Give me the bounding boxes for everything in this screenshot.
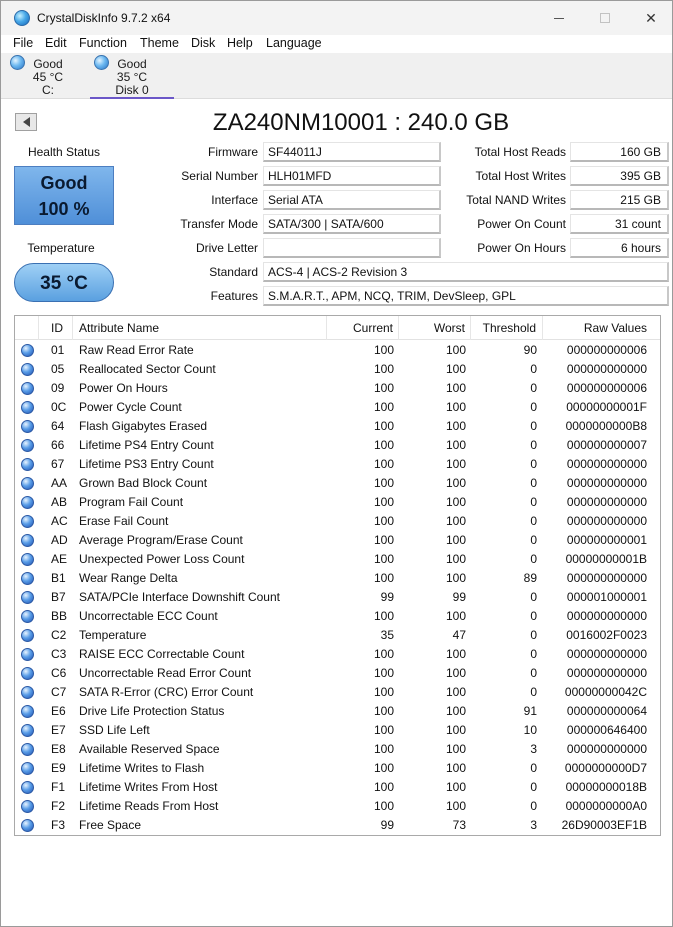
raw-value: 000000000000 — [566, 476, 647, 490]
raw-value: 000000000006 — [566, 343, 647, 357]
smart-attribute-table[interactable] — [14, 315, 661, 836]
table-header — [15, 316, 660, 340]
status-good-icon — [21, 686, 34, 699]
worst-value: 100 — [445, 799, 466, 813]
threshold-value: 0 — [530, 647, 537, 661]
status-good-icon — [21, 344, 34, 357]
current-value: 100 — [373, 723, 394, 737]
worst-value: 100 — [445, 381, 466, 395]
header-status-column[interactable] — [15, 316, 39, 340]
threshold-value: 0 — [530, 400, 537, 414]
raw-value: 0016002F0023 — [566, 628, 647, 642]
temperature-value: 35 °C — [40, 273, 88, 294]
menu-language[interactable]: Language — [266, 36, 322, 50]
attribute-name: Wear Range Delta — [79, 571, 178, 585]
raw-value: 000000000000 — [566, 495, 647, 509]
current-value: 100 — [373, 381, 394, 395]
attribute-name: SATA/PCIe Interface Downshift Count — [79, 590, 280, 604]
attribute-id: E8 — [51, 742, 66, 756]
maximize-button[interactable] — [582, 1, 628, 35]
attribute-id: 09 — [51, 381, 65, 395]
raw-value: 00000000018B — [565, 780, 647, 794]
attribute-id: C6 — [51, 666, 67, 680]
total-host-reads-field: 160 GB — [570, 142, 669, 162]
threshold-value: 0 — [530, 761, 537, 775]
threshold-value: 90 — [523, 343, 537, 357]
status-good-icon — [94, 55, 109, 70]
status-good-icon — [21, 610, 34, 623]
worst-value: 100 — [445, 780, 466, 794]
threshold-value: 0 — [530, 533, 537, 547]
current-value: 100 — [373, 343, 394, 357]
attribute-name: Lifetime Reads From Host — [79, 799, 219, 813]
status-good-icon — [21, 800, 34, 813]
current-value: 100 — [373, 552, 394, 566]
health-status-box[interactable] — [14, 166, 114, 225]
attribute-id: AD — [51, 533, 68, 547]
table-row[interactable] — [15, 626, 660, 645]
current-value: 100 — [373, 400, 394, 414]
threshold-value: 10 — [523, 723, 537, 737]
menu-help[interactable]: Help — [227, 36, 253, 50]
attribute-name: Lifetime PS4 Entry Count — [79, 438, 214, 452]
table-row[interactable] — [15, 645, 660, 664]
attribute-id: E6 — [51, 704, 66, 718]
attribute-id: AA — [51, 476, 68, 490]
worst-value: 73 — [452, 818, 466, 832]
current-value: 100 — [373, 438, 394, 452]
table-row[interactable] — [15, 797, 660, 816]
current-value: 100 — [373, 666, 394, 680]
raw-value: 000000646400 — [566, 723, 647, 737]
current-value: 100 — [373, 685, 394, 699]
attribute-name: Lifetime Writes to Flash — [79, 761, 205, 775]
threshold-value: 0 — [530, 780, 537, 794]
attribute-id: C7 — [51, 685, 67, 699]
worst-value: 100 — [445, 761, 466, 775]
window-title: CrystalDiskInfo 9.7.2 x64 — [37, 11, 171, 25]
worst-value: 100 — [445, 438, 466, 452]
status-good-icon — [21, 553, 34, 566]
header-raw-values[interactable]: Raw Values — [583, 321, 647, 335]
attribute-id: 01 — [51, 343, 65, 357]
attribute-name: Program Fail Count — [79, 495, 184, 509]
worst-value: 100 — [445, 571, 466, 585]
header-worst[interactable]: Worst — [399, 316, 471, 340]
power-on-count-label: Power On Count — [477, 217, 566, 231]
table-row[interactable] — [15, 740, 660, 759]
status-good-icon — [21, 762, 34, 775]
attribute-name: Free Space — [79, 818, 142, 832]
table-row[interactable] — [15, 341, 660, 360]
attribute-id: C3 — [51, 647, 67, 661]
worst-value: 47 — [452, 628, 466, 642]
close-icon: ✕ — [645, 9, 657, 26]
disk-tab-temp: 35 °C — [116, 70, 148, 84]
attribute-name: Lifetime PS3 Entry Count — [79, 457, 214, 471]
table-row[interactable] — [15, 436, 660, 455]
raw-value: 000000000000 — [566, 742, 647, 756]
status-good-icon — [21, 629, 34, 642]
attribute-id: F1 — [51, 780, 66, 794]
health-percent-text: 100 % — [38, 199, 90, 219]
current-value: 100 — [373, 761, 394, 775]
maximize-icon — [600, 13, 610, 23]
status-good-icon — [10, 55, 25, 70]
total-host-writes-label: Total Host Writes — [475, 169, 566, 183]
title-bar — [1, 1, 672, 35]
status-good-icon — [21, 458, 34, 471]
header-attribute-name[interactable]: Attribute Name — [73, 316, 327, 340]
threshold-value: 0 — [530, 457, 537, 471]
attribute-name: Reallocated Sector Count — [79, 362, 216, 376]
raw-value: 00000000001B — [565, 552, 647, 566]
attribute-id: B7 — [51, 590, 66, 604]
current-value: 35 — [380, 628, 394, 642]
features-field: S.M.A.R.T., APM, NCQ, TRIM, DevSleep, GPL — [263, 286, 669, 306]
current-value: 100 — [373, 780, 394, 794]
table-row[interactable] — [15, 816, 660, 835]
raw-value: 000000000000 — [566, 457, 647, 471]
threshold-value: 0 — [530, 590, 537, 604]
table-row[interactable] — [15, 607, 660, 626]
worst-value: 100 — [445, 533, 466, 547]
raw-value: 000000000001 — [566, 533, 647, 547]
status-good-icon — [21, 819, 34, 832]
attribute-id: 66 — [51, 438, 65, 452]
threshold-value: 0 — [530, 419, 537, 433]
attribute-id: F2 — [51, 799, 66, 813]
threshold-value: 3 — [530, 818, 537, 832]
total-host-writes-field: 395 GB — [570, 166, 669, 186]
attribute-id: F3 — [51, 818, 66, 832]
threshold-value: 3 — [530, 742, 537, 756]
raw-value: 0000000000B8 — [565, 419, 647, 433]
current-value: 99 — [380, 590, 394, 604]
transfer-mode-field: SATA/300 | SATA/600 — [263, 214, 441, 234]
attribute-name: Power Cycle Count — [79, 400, 182, 414]
disk-tab-disk0[interactable] — [90, 53, 174, 99]
serial-number-label: Serial Number — [181, 169, 258, 183]
disk-tab-temp: 45 °C — [32, 70, 64, 84]
disk-tab-c[interactable] — [6, 53, 90, 99]
raw-value: 00000000042C — [564, 685, 647, 699]
status-good-icon — [21, 420, 34, 433]
power-on-hours-label: Power On Hours — [477, 241, 566, 255]
disk-model-title: ZA240NM10001 : 240.0 GB — [212, 109, 510, 136]
attribute-name: Lifetime Writes From Host — [79, 780, 218, 794]
table-row[interactable] — [15, 379, 660, 398]
threshold-value: 0 — [530, 799, 537, 813]
worst-value: 100 — [445, 495, 466, 509]
attribute-name: SATA R-Error (CRC) Error Count — [79, 685, 254, 699]
status-good-icon — [21, 477, 34, 490]
attribute-id: E9 — [51, 761, 66, 775]
attribute-id: 05 — [51, 362, 65, 376]
table-row[interactable] — [15, 569, 660, 588]
raw-value: 000000000000 — [566, 609, 647, 623]
table-row[interactable] — [15, 759, 660, 778]
threshold-value: 89 — [523, 571, 537, 585]
table-row[interactable] — [15, 474, 660, 493]
worst-value: 100 — [445, 514, 466, 528]
worst-value: 100 — [445, 457, 466, 471]
worst-value: 100 — [445, 400, 466, 414]
attribute-id: AE — [51, 552, 68, 566]
raw-value: 000000000000 — [566, 647, 647, 661]
attribute-name: SSD Life Left — [79, 723, 150, 737]
disk-tab-status: Good — [33, 57, 63, 71]
worst-value: 100 — [445, 742, 466, 756]
attribute-id: 64 — [51, 419, 65, 433]
table-row[interactable] — [15, 417, 660, 436]
attribute-name: Erase Fail Count — [79, 514, 169, 528]
firmware-field: SF44011J — [263, 142, 441, 162]
attribute-id: AB — [51, 495, 68, 509]
worst-value: 100 — [445, 552, 466, 566]
health-status-label: Health Status — [27, 145, 101, 159]
interface-label: Interface — [211, 193, 258, 207]
worst-value: 100 — [445, 685, 466, 699]
raw-value: 000000000000 — [566, 571, 647, 585]
temperature-label: Temperature — [27, 241, 95, 255]
table-row[interactable] — [15, 588, 660, 607]
worst-value: 100 — [445, 609, 466, 623]
disk-tabs — [1, 53, 672, 99]
current-value: 100 — [373, 495, 394, 509]
app-disk-icon — [14, 10, 30, 26]
attribute-id: 67 — [51, 457, 65, 471]
menu-theme[interactable]: Theme — [140, 36, 179, 50]
current-value: 100 — [373, 476, 394, 490]
table-row[interactable] — [15, 512, 660, 531]
raw-value: 0000000000A0 — [565, 799, 647, 813]
attribute-name: Flash Gigabytes Erased — [79, 419, 208, 433]
attribute-name: Raw Read Error Rate — [79, 343, 194, 357]
transfer-mode-label: Transfer Mode — [180, 217, 258, 231]
current-value: 100 — [373, 533, 394, 547]
table-row[interactable] — [15, 721, 660, 740]
current-value: 100 — [373, 704, 394, 718]
raw-value: 000000000064 — [566, 704, 647, 718]
current-value: 100 — [373, 514, 394, 528]
attribute-name: Drive Life Protection Status — [79, 704, 225, 718]
attribute-id: BB — [51, 609, 68, 623]
table-row[interactable] — [15, 702, 660, 721]
power-on-count-field: 31 count — [570, 214, 669, 234]
table-row[interactable] — [15, 778, 660, 797]
threshold-value: 0 — [530, 514, 537, 528]
current-value: 100 — [373, 799, 394, 813]
close-button[interactable] — [628, 1, 673, 35]
table-row[interactable] — [15, 550, 660, 569]
disk-tab-name: Disk 0 — [115, 83, 149, 97]
worst-value: 100 — [445, 362, 466, 376]
status-good-icon — [21, 724, 34, 737]
table-row[interactable] — [15, 398, 660, 417]
attribute-name: Available Reserved Space — [79, 742, 220, 756]
threshold-value: 0 — [530, 552, 537, 566]
status-good-icon — [21, 667, 34, 680]
raw-value: 000000000006 — [566, 381, 647, 395]
drive-letter-field — [263, 238, 441, 258]
worst-value: 100 — [445, 476, 466, 490]
header-threshold[interactable]: Threshold — [471, 316, 543, 340]
current-value: 100 — [373, 609, 394, 623]
attribute-name: Temperature — [79, 628, 147, 642]
status-good-icon — [21, 439, 34, 452]
disk-tab-status: Good — [117, 57, 147, 71]
worst-value: 100 — [445, 343, 466, 357]
table-row[interactable] — [15, 360, 660, 379]
attribute-name: Uncorrectable Read Error Count — [79, 666, 252, 680]
temperature-box[interactable] — [14, 263, 114, 302]
status-good-icon — [21, 382, 34, 395]
status-good-icon — [21, 705, 34, 718]
total-nand-writes-field: 215 GB — [570, 190, 669, 210]
status-good-icon — [21, 572, 34, 585]
features-label: Features — [210, 289, 258, 303]
drive-letter-label: Drive Letter — [195, 241, 258, 255]
arrow-left-icon — [23, 117, 30, 127]
menu-disk[interactable]: Disk — [191, 36, 216, 50]
current-value: 100 — [373, 647, 394, 661]
status-good-icon — [21, 743, 34, 756]
attribute-name: Uncorrectable ECC Count — [79, 609, 218, 623]
threshold-value: 0 — [530, 495, 537, 509]
health-status-text: Good — [40, 173, 88, 193]
minimize-button[interactable] — [536, 1, 582, 35]
attribute-name: Unexpected Power Loss Count — [79, 552, 245, 566]
threshold-value: 91 — [523, 704, 537, 718]
minimize-icon — [554, 18, 564, 19]
threshold-value: 0 — [530, 362, 537, 376]
header-id[interactable]: ID — [39, 316, 73, 340]
threshold-value: 0 — [530, 609, 537, 623]
total-nand-writes-label: Total NAND Writes — [466, 193, 566, 207]
raw-value: 000000000000 — [566, 362, 647, 376]
raw-value: 000000000000 — [566, 666, 647, 680]
status-good-icon — [21, 591, 34, 604]
attribute-name: Grown Bad Block Count — [79, 476, 208, 490]
raw-value: 000000000007 — [566, 438, 647, 452]
threshold-value: 0 — [530, 685, 537, 699]
firmware-label: Firmware — [208, 145, 258, 159]
raw-value: 00000000001F — [566, 400, 647, 414]
status-good-icon — [21, 648, 34, 661]
worst-value: 100 — [445, 419, 466, 433]
header-current[interactable]: Current — [327, 316, 399, 340]
raw-value: 000000000000 — [566, 514, 647, 528]
attribute-name: Average Program/Erase Count — [79, 533, 243, 547]
raw-value: 0000000000D7 — [564, 761, 647, 775]
attribute-name: RAISE ECC Correctable Count — [79, 647, 245, 661]
power-on-hours-field: 6 hours — [570, 238, 669, 258]
threshold-value: 0 — [530, 381, 537, 395]
attribute-id: E7 — [51, 723, 66, 737]
table-row[interactable] — [15, 664, 660, 683]
threshold-value: 0 — [530, 476, 537, 490]
threshold-value: 0 — [530, 628, 537, 642]
status-good-icon — [21, 534, 34, 547]
current-value: 99 — [380, 818, 394, 832]
menu-function[interactable]: Function — [79, 36, 127, 50]
current-value: 100 — [373, 571, 394, 585]
table-row[interactable] — [15, 683, 660, 702]
worst-value: 100 — [445, 723, 466, 737]
attribute-id: C2 — [51, 628, 67, 642]
current-value: 100 — [373, 742, 394, 756]
current-value: 100 — [373, 419, 394, 433]
attribute-id: B1 — [51, 571, 66, 585]
table-row[interactable] — [15, 493, 660, 512]
worst-value: 99 — [452, 590, 466, 604]
table-row[interactable] — [15, 455, 660, 474]
status-good-icon — [21, 401, 34, 414]
status-good-icon — [21, 363, 34, 376]
standard-field: ACS-4 | ACS-2 Revision 3 — [263, 262, 669, 282]
previous-disk-button[interactable] — [15, 113, 37, 131]
menu-file[interactable]: File — [13, 36, 34, 50]
status-good-icon — [21, 515, 34, 528]
status-good-icon — [21, 496, 34, 509]
menu-edit[interactable]: Edit — [45, 36, 67, 50]
attribute-id: AC — [51, 514, 68, 528]
menu-bar — [1, 35, 672, 53]
interface-field: Serial ATA — [263, 190, 441, 210]
threshold-value: 0 — [530, 438, 537, 452]
serial-number-field: HLH01MFD — [263, 166, 441, 186]
table-row[interactable] — [15, 531, 660, 550]
status-good-icon — [21, 781, 34, 794]
current-value: 100 — [373, 362, 394, 376]
standard-label: Standard — [209, 265, 258, 279]
attribute-id: 0C — [51, 400, 67, 414]
total-host-reads-label: Total Host Reads — [474, 145, 566, 159]
raw-value: 26D90003EF1B — [561, 818, 647, 832]
attribute-name: Power On Hours — [79, 381, 168, 395]
current-value: 100 — [373, 457, 394, 471]
worst-value: 100 — [445, 666, 466, 680]
disk-tab-name: C: — [42, 83, 54, 97]
worst-value: 100 — [445, 704, 466, 718]
worst-value: 100 — [445, 647, 466, 661]
threshold-value: 0 — [530, 666, 537, 680]
raw-value: 000001000001 — [566, 590, 647, 604]
